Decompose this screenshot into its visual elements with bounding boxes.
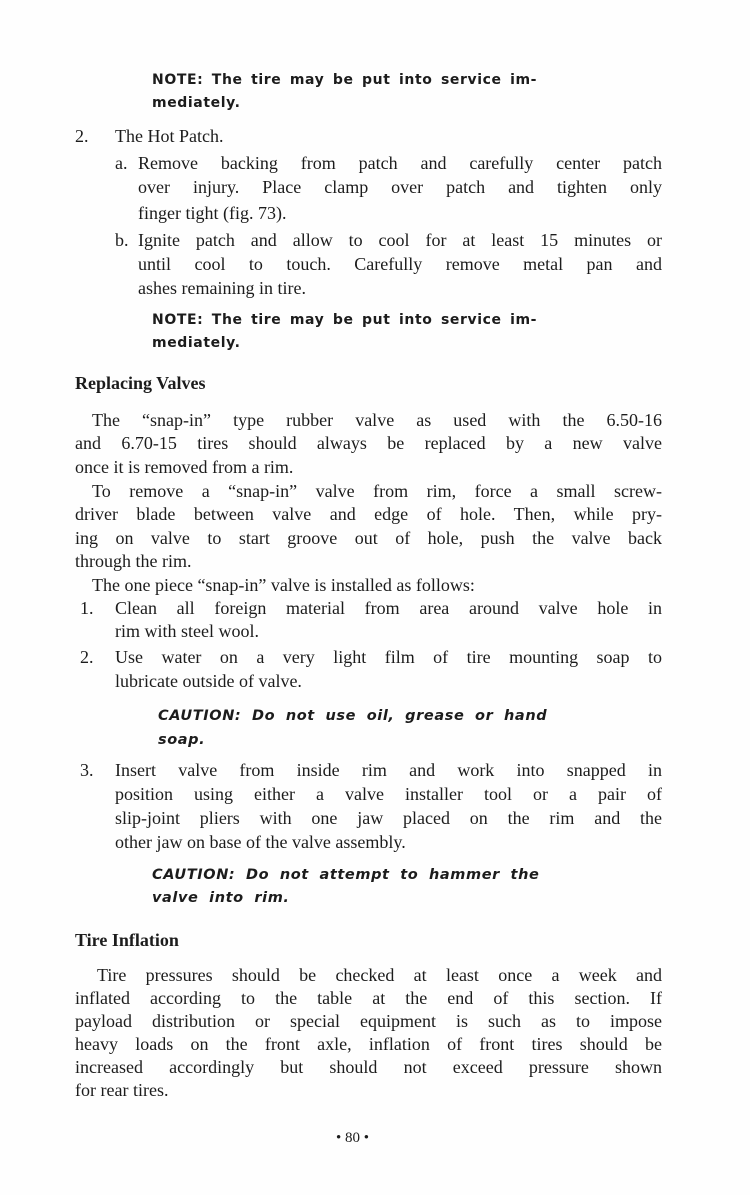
paragraph-line: increased accordingly but should not exceed pressure shown [75, 1057, 662, 1077]
paragraph-line: inflated according to the table at the end of this section. If [75, 988, 662, 1008]
step-text: position using either a valve installer tool or a pair of [115, 784, 662, 804]
step-label: a. [115, 153, 128, 173]
paragraph-line: ing on valve to start groove out of hole, push the valve back [75, 528, 662, 548]
step-text: Remove backing from patch and carefully center patch [138, 153, 662, 173]
section-heading: Replacing Valves [75, 373, 206, 393]
page-number: • 80 • [336, 1130, 370, 1146]
list-number: 2. [80, 647, 94, 667]
paragraph-line: The “snap-in” type rubber valve as used with the 6.50-16 [92, 410, 662, 430]
note-text: NOTE: The tire may be put into service im- [152, 312, 538, 328]
paragraph-line: heavy loads on the front axle, inflation of front tires should be [75, 1034, 662, 1054]
step-text: Clean all foreign material from area around valve hole in [115, 598, 662, 618]
step-label: b. [115, 230, 129, 250]
step-text: Insert valve from inside rim and work into snapped in [115, 760, 662, 780]
note-text: mediately. [152, 335, 241, 351]
list-number: 3. [80, 760, 94, 780]
section-subtitle: The Hot Patch. [115, 126, 224, 146]
note-text: NOTE: The tire may be put into service im- [152, 72, 538, 88]
note-text: mediately. [152, 95, 241, 111]
paragraph-line: To remove a “snap-in” valve from rim, force a small screw- [92, 481, 662, 501]
step-text: slip-joint pliers with one jaw placed on the rim and the [115, 808, 662, 828]
step-text: Use water on a very light film of tire mounting soap to [115, 647, 662, 667]
list-number: 2. [75, 126, 89, 146]
paragraph-line: through the rim. [75, 551, 192, 571]
paragraph-line: The one piece “snap-in” valve is installed as follows: [92, 575, 475, 595]
paragraph-line: Tire pressures should be checked at least once a week and [97, 965, 662, 985]
paragraph-line: driver blade between valve and edge of hole. Then, while pry- [75, 504, 662, 524]
caution-text: CAUTION: Do not use oil, grease or hand [158, 708, 548, 724]
step-text: Ignite patch and allow to cool for at least 15 minutes or [138, 230, 662, 250]
caution-text: soap. [158, 732, 206, 748]
caution-text: CAUTION: Do not attempt to hammer the [152, 867, 540, 883]
caution-text: valve into rim. [152, 890, 290, 906]
paragraph-line: payload distribution or special equipment is such as to impose [75, 1011, 662, 1031]
paragraph-line: once it is removed from a rim. [75, 457, 294, 477]
step-text: finger tight (fig. 73). [138, 203, 287, 223]
step-text: ashes remaining in tire. [138, 278, 306, 298]
step-text: until cool to touch. Carefully remove metal pan and [138, 254, 662, 274]
paragraph-line: for rear tires. [75, 1080, 169, 1100]
step-text: lubricate outside of valve. [115, 671, 302, 691]
list-number: 1. [80, 598, 94, 618]
step-text: other jaw on base of the valve assembly. [115, 832, 406, 852]
section-heading: Tire Inflation [75, 930, 179, 950]
step-text: rim with steel wool. [115, 621, 259, 641]
paragraph-line: and 6.70-15 tires should always be replaced by a new valve [75, 433, 662, 453]
step-text: over injury. Place clamp over patch and tighten only [138, 177, 662, 197]
